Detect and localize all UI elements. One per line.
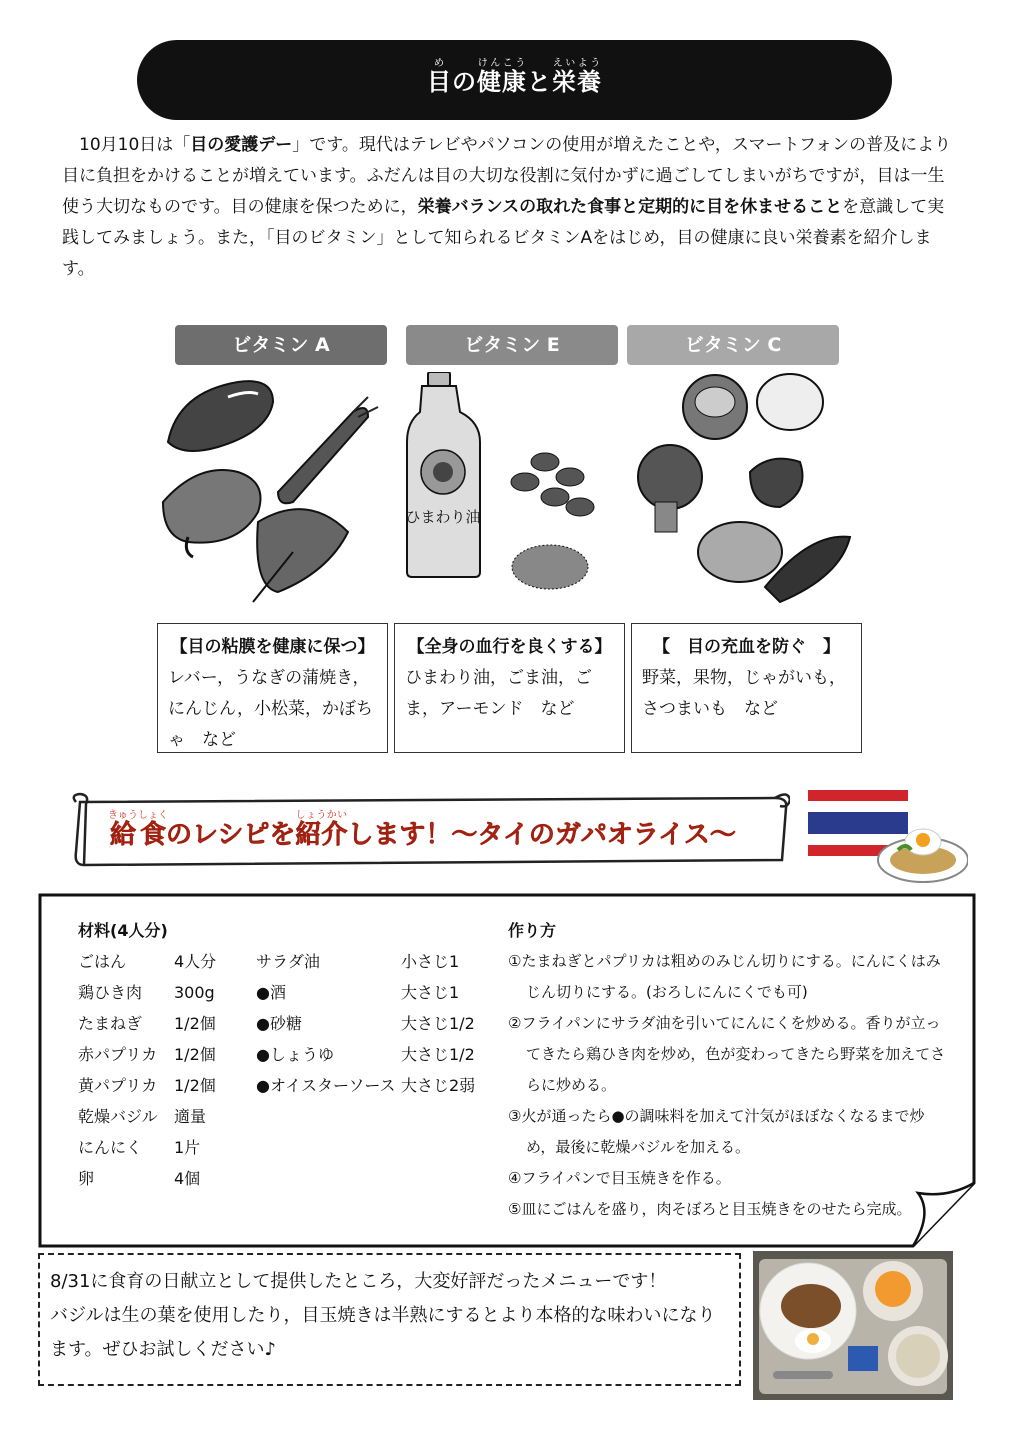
ingredient-row <box>78 1070 248 1101</box>
seasonings-list <box>256 946 486 1101</box>
ingredients-heading: 材料(4人分) <box>78 921 168 940</box>
vitamin-a-box <box>157 623 388 753</box>
seasoning-row <box>256 977 486 1008</box>
ingredient-amount: 適量 <box>174 1107 207 1126</box>
seasoning-name: ●オイスターソース <box>256 1076 396 1095</box>
ingredient-amount: 4人分 <box>174 952 217 971</box>
intro-bold-2: 栄養バランスの取れた食事と定期的に目を休ませること <box>417 197 843 217</box>
ingredient-row <box>78 1039 248 1070</box>
seasoning-row <box>256 1008 486 1039</box>
seasoning-row <box>256 946 486 977</box>
ingredient-amount: 1/2個 <box>174 1076 216 1095</box>
vitamin-e-foods: ひまわり油，ごま油，ごま，アーモンド など <box>405 668 592 719</box>
seasoning-name: ●砂糖 <box>256 1014 302 1033</box>
seasoning-name: ●しょうゆ <box>256 1045 334 1064</box>
vitamin-e-box <box>394 623 625 753</box>
vitamin-a-foods: レバー，うなぎの蒲焼き，にんじん，小松菜，かぼちゃ など <box>168 668 374 750</box>
seasoning-amount: 小さじ1 <box>401 952 460 971</box>
seasoning-row <box>256 1070 486 1101</box>
note-line-1: 8/31に食育の日献立として提供したところ，大変好評だったメニューです！ <box>50 1271 667 1292</box>
note-line-2: バジルは生の葉を使用したり，目玉焼きは半熟にするとより本格的な味わいになります。ぜひお試しください♪ <box>50 1305 716 1360</box>
recipe-step: ③火が通ったら●の調味料を加えて汁気がほぼなくなるまで炒め，最後に乾燥バジルを加える。 <box>508 1107 925 1156</box>
ingredient-row <box>78 1101 248 1132</box>
ingredient-name: たまねぎ <box>78 1014 143 1033</box>
vitamin-e-function: 【全身の血行を良くする】 <box>407 637 612 657</box>
recipe-step: ①たまねぎとパプリカは粗めのみじん切りにする。にんにくはみじん切りにする。(おろしにんにくでも可) <box>508 952 941 1001</box>
recipe-step: ②フライパンにサラダ油を引いてにんにくを炒める。香りが立ってきたら鶏ひき肉を炒め，色が変わってきたら野菜を加えてさらに炒める。 <box>508 1014 946 1094</box>
page-title: 目めの健康けんこうと栄養えいよう <box>427 58 602 96</box>
recipe-step: ④フライパンで目玉焼きを作る。 <box>508 1169 731 1187</box>
steps-section <box>508 915 948 1225</box>
ingredient-amount: 300g <box>174 983 215 1002</box>
ingredient-row <box>78 1008 248 1039</box>
ingredient-name: 鶏ひき肉 <box>78 983 143 1002</box>
ingredient-amount: 1/2個 <box>174 1014 216 1033</box>
vitamin-a-header: ビタミン A <box>175 325 387 365</box>
seasoning-amount: 大さじ1/2 <box>401 1014 475 1033</box>
ingredient-row <box>78 1132 248 1163</box>
ingredient-name: にんにく <box>78 1138 143 1157</box>
bottle-label: ひまわり油 <box>405 508 481 526</box>
ingredient-amount: 1片 <box>174 1138 201 1157</box>
ingredient-name: 乾燥バジル <box>78 1107 158 1126</box>
school-lunch-photo <box>753 1251 953 1400</box>
intro-text-1: 10月10日は「 <box>79 135 191 155</box>
vitamin-c-box <box>631 623 862 753</box>
vitamin-c-foods: 野菜，果物，じゃがいも，さつまいも など <box>642 668 846 719</box>
ingredient-name: 赤パプリカ <box>78 1045 158 1064</box>
ingredient-row <box>78 946 248 977</box>
ingredient-row <box>78 977 248 1008</box>
ingredients-list <box>78 946 248 1194</box>
seasoning-amount: 大さじ2弱 <box>401 1076 476 1095</box>
ingredient-name: 卵 <box>78 1169 95 1188</box>
vitamin-e-foods-illustration <box>400 372 630 612</box>
vitamin-c-function: 【 目の充血を防ぐ 】 <box>653 637 840 657</box>
title-banner <box>137 40 892 120</box>
recipe-step: ⑤皿にごはんを盛り，肉そぼろと目玉焼きをのせたら完成。 <box>508 1200 912 1218</box>
steps-list <box>508 946 948 1225</box>
ingredient-amount: 4個 <box>174 1169 201 1188</box>
seasoning-row <box>256 1039 486 1070</box>
ingredient-name: ごはん <box>78 952 127 971</box>
intro-paragraph <box>62 130 952 285</box>
seasoning-name: サラダ油 <box>256 952 320 971</box>
vitamin-a-function: 【目の粘膜を健康に保つ】 <box>170 637 375 657</box>
seasoning-name: ●酒 <box>256 983 286 1002</box>
seasoning-amount: 大さじ1/2 <box>401 1045 475 1064</box>
intro-text-2: 」です。現代はテレビやパソコンの使用が増えたことや，スマートフォンの普及により目に負担をかけることが増えています。ふだんは目の大切な役割に気付かずに過ごしてしまいがちですが，目は一生使う大切なものです。目の健康を保つために， <box>62 135 952 217</box>
vitamin-e-header: ビタミン E <box>406 325 618 365</box>
intro-text-3: を意識して実践してみましょう。また，「目のビタミン」として知られるビタミンAをはじめ，目の健康に良い栄養素を紹介します。 <box>62 197 945 279</box>
seasoning-amount: 大さじ1 <box>401 983 460 1002</box>
recipe-banner-title: 給食きゅうしょくのレシピを紹介しょうかいします！～タイのガパオライス～ <box>108 810 736 850</box>
ingredients-title <box>78 915 168 946</box>
tasting-note <box>38 1253 741 1386</box>
vitamin-c-foods-illustration <box>630 372 860 612</box>
thai-flag-dish-illustration <box>808 790 968 885</box>
ingredient-amount: 1/2個 <box>174 1045 216 1064</box>
vitamin-a-foods-illustration <box>158 372 388 612</box>
intro-bold-1: 目の愛護デー <box>190 135 293 155</box>
steps-heading: 作り方 <box>508 921 557 940</box>
vitamin-c-header: ビタミン C <box>627 325 839 365</box>
ingredient-row <box>78 1163 248 1194</box>
ingredient-name: 黄パプリカ <box>78 1076 158 1095</box>
